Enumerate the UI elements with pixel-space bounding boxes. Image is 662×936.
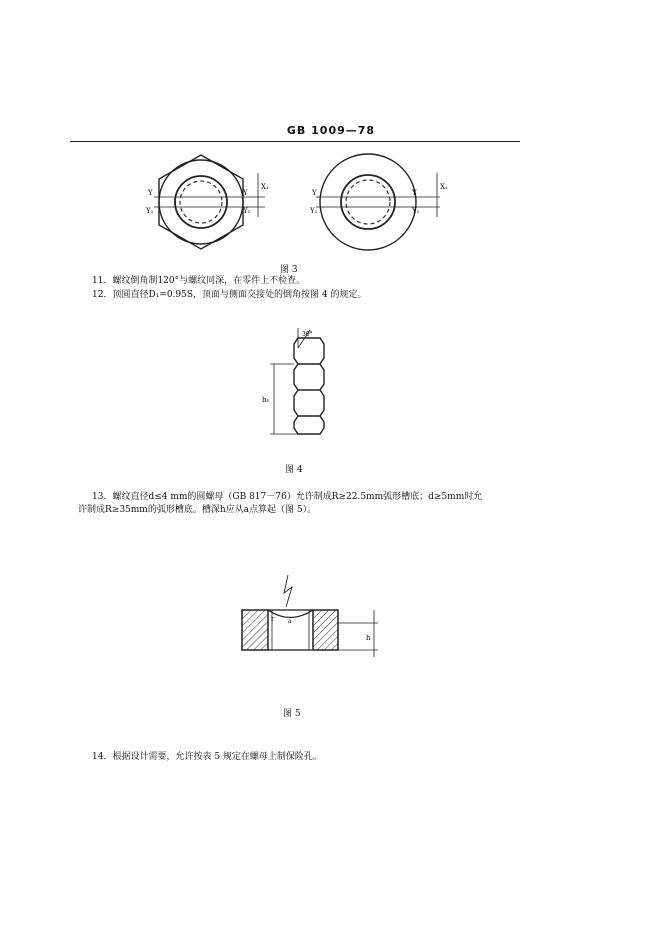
standard-code-header: GB 1009—78 (286, 124, 376, 137)
fig3-label-y-right2: Y (412, 189, 417, 197)
header-rule (70, 141, 520, 142)
paragraph-13-line-1: 13．螺纹直径d≤4 mm的圆螺母（GB 817－76）允许制成R≥22.5mm弧形槽底；d≥5mm时允 (92, 492, 483, 502)
figure-5-drawing (228, 555, 388, 665)
figure-4-caption: 图 4 (285, 465, 303, 475)
round-nut-view (316, 154, 440, 250)
figure-5-caption: 图 5 (283, 709, 301, 719)
fig3-label-y-mid: Y (243, 189, 248, 197)
fig3-label-x1-left: X₁ (261, 183, 269, 191)
fig5-r-label: r (271, 615, 275, 623)
figure-4-drawing (258, 328, 338, 438)
fig3-label-x1-right: X₁ (440, 183, 448, 191)
paragraph-13-line-2: 许制成R≥35mm的弧形槽底。槽深h应从a点算起（图 5）。 (78, 505, 317, 515)
fig5-a-label: a (288, 618, 292, 625)
fig4-height-label: h₁ (262, 396, 270, 404)
hex-nut-view (154, 155, 265, 249)
fig5-h-label: h (366, 634, 371, 642)
fig3-label-y-right: Y (312, 189, 317, 197)
fig3-label-y1-mid: Y₁ (243, 207, 251, 215)
fig3-label-y1-right2: Y₁ (412, 207, 420, 215)
fig3-label-y1-left: Y₁ (146, 207, 154, 215)
fig3-label-y-left: Y (148, 189, 153, 197)
paragraph-12: 12．顶圆直径D₁=0.95S，顶面与侧面交接处的倒角按图 4 的规定。 (92, 290, 367, 300)
figure-3-drawing (140, 145, 480, 260)
paragraph-11: 11．螺纹倒角制120°与螺纹同深，在零件上不检查。 (92, 276, 306, 286)
fig4-angle-label: 30° (302, 331, 313, 338)
figure-3-caption: 图 3 (280, 265, 298, 275)
paragraph-14: 14．根据设计需要，允许按表 5 规定在螺母上制保险孔。 (92, 752, 322, 762)
fig3-label-y1-right: Y₁ (310, 207, 318, 215)
